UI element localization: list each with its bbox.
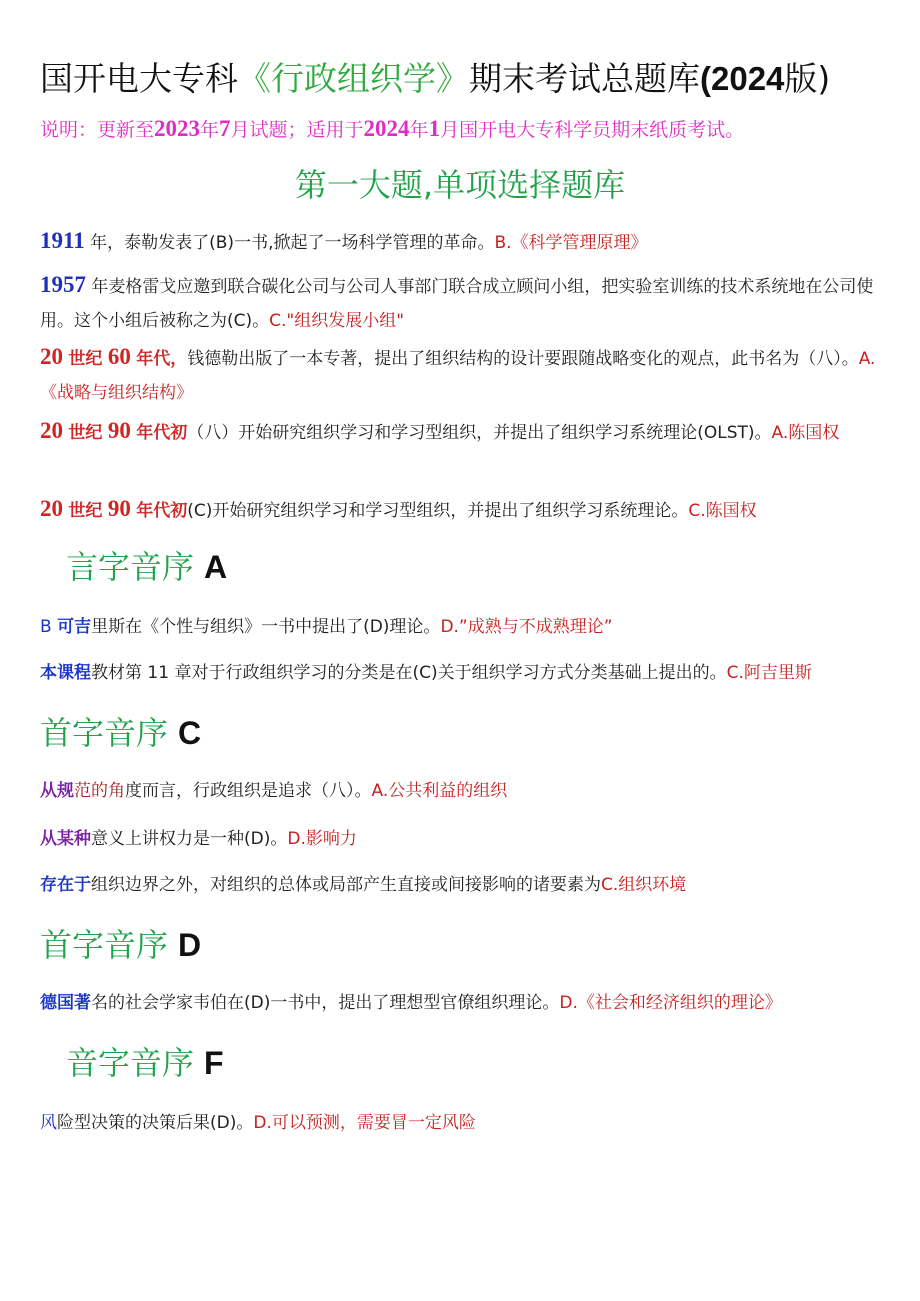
document-title — [40, 56, 830, 102]
question-text: 里斯在《个性与组织》一书中提出了(D)理论。 — [91, 617, 441, 637]
question-lead: 存在于 — [40, 875, 91, 895]
question-item — [40, 986, 880, 1020]
question-answer: C.组织环境 — [601, 875, 687, 895]
question-item — [40, 774, 880, 808]
note-text: 月国开电大专科学员期末纸质考试。 — [440, 119, 745, 141]
title-course: 《行政组织学》 — [238, 59, 469, 98]
note-text: 月试题；适用于 — [230, 119, 364, 141]
question-answer: A.陈国权 — [771, 423, 840, 443]
question-lead: 德国著 — [40, 993, 91, 1013]
group-letter: C — [178, 715, 202, 751]
group-letter: D — [178, 927, 202, 963]
question-lead: 90 — [107, 496, 131, 521]
group-heading-c — [40, 710, 201, 756]
group-letter: F — [204, 1045, 224, 1081]
question-lead: 风 — [40, 1113, 57, 1133]
question-lead: 从规 — [40, 781, 74, 801]
note-year: 2024 — [363, 116, 410, 141]
question-lead: 20 — [40, 344, 63, 369]
question-lead: 从某种 — [40, 829, 91, 849]
question-lead: 年代初 — [136, 423, 188, 443]
note-text: 年 — [409, 119, 429, 141]
title-suffix: 版) — [784, 59, 831, 98]
title-mid: 期末考试总题库 — [469, 59, 700, 98]
question-text: 年麦格雷戈应邀到联合碳化公司与公司人事部门联合成立顾问小组，把实验室训练的技术系统地在公司使用。这个小组后被称之为(C)。 — [40, 277, 874, 331]
question-lead: 90 — [107, 418, 131, 443]
question-answer: A.《战略与组织结构》 — [40, 349, 876, 403]
group-title: 首字音序 — [40, 926, 169, 964]
question-answer: D.影响力 — [287, 829, 357, 849]
question-lead: 20 — [40, 418, 63, 443]
section-title: 第一大题,单项选择题库 — [294, 166, 626, 204]
question-text: 组织边界之外，对组织的总体或局部产生直接或间接影响的诸要素为 — [91, 875, 601, 895]
group-heading-d — [40, 922, 201, 968]
question-text: 钱德勒出版了一本专著，提出了组织结构的设计要跟随战略变化的观点，此书名为（八）。 — [187, 349, 859, 369]
question-lead: 20 — [40, 496, 63, 521]
question-lead: 世纪 — [68, 349, 103, 369]
question-answer: B.《科学管理原理》 — [494, 233, 648, 253]
question-lead: B — [40, 617, 52, 637]
group-heading-a — [66, 544, 227, 590]
note-year: 2023 — [154, 116, 201, 141]
note-text: 年 — [200, 119, 220, 141]
question-answer: D.”成熟与不成熟理论” — [440, 617, 613, 637]
question-text: 度而言，行政组织是追求（八）。 — [125, 781, 372, 801]
question-lead: 1957 — [40, 272, 86, 297]
question-item — [40, 610, 880, 644]
question-lead: 范的角 — [74, 781, 125, 801]
question-lead: 年代， — [136, 349, 188, 369]
question-lead: 可吉 — [57, 617, 92, 637]
title-prefix: 国开电大专科 — [40, 59, 238, 98]
group-title: 音字音序 — [66, 1044, 195, 1082]
group-letter: A — [204, 549, 228, 585]
question-item — [40, 868, 880, 902]
note-month: 7 — [219, 116, 231, 141]
question-item — [40, 656, 880, 690]
title-year: (2024 — [700, 60, 785, 97]
question-item — [40, 822, 880, 856]
question-item — [40, 268, 880, 338]
question-text: （八）开始研究组织学习和学习型组织，并提出了组织学习系统理论(OLST)。 — [187, 423, 772, 443]
question-lead: 年代初 — [136, 501, 188, 521]
question-lead: 本课程 — [40, 663, 91, 683]
question-text: 名的社会学家韦伯在(D)一书中，提出了理想型官僚组织理论。 — [91, 993, 560, 1013]
description-note — [40, 114, 744, 145]
question-item — [40, 1106, 880, 1140]
question-lead: 60 — [107, 344, 131, 369]
question-text: 意义上讲权力是一种(D)。 — [91, 829, 288, 849]
group-title: 首字音序 — [40, 714, 169, 752]
question-answer: D.《社会和经济组织的理论》 — [559, 993, 782, 1013]
question-answer: C.陈国权 — [688, 501, 757, 521]
question-text: 教材第 11 章对于行政组织学习的分类是在(C)关于组织学习方式分类基础上提出的。 — [91, 663, 727, 683]
question-lead: 世纪 — [68, 501, 103, 521]
question-item — [40, 414, 880, 450]
question-item — [40, 224, 880, 260]
question-answer: D.可以预测，需要冒一定风险 — [253, 1113, 476, 1133]
question-answer: A.公共利益的组织 — [371, 781, 508, 801]
question-lead: 世纪 — [68, 423, 103, 443]
note-text: 说明：更新至 — [40, 119, 155, 141]
question-answer: C.阿吉里斯 — [726, 663, 812, 683]
question-item — [40, 492, 880, 528]
note-month: 1 — [428, 116, 441, 141]
question-answer: C."组织发展小组" — [269, 311, 405, 331]
group-title: 言字音序 — [66, 548, 195, 586]
question-text: (C)开始研究组织学习和学习型组织，并提出了组织学习系统理论。 — [187, 501, 689, 521]
question-lead: 1911 — [40, 228, 85, 253]
question-item — [40, 340, 880, 410]
question-text: 年，泰勒发表了(B)一书,掀起了一场科学管理的革命。 — [90, 233, 495, 253]
question-text: 险型决策的决策后果(D)。 — [57, 1113, 254, 1133]
group-heading-f — [66, 1040, 224, 1086]
